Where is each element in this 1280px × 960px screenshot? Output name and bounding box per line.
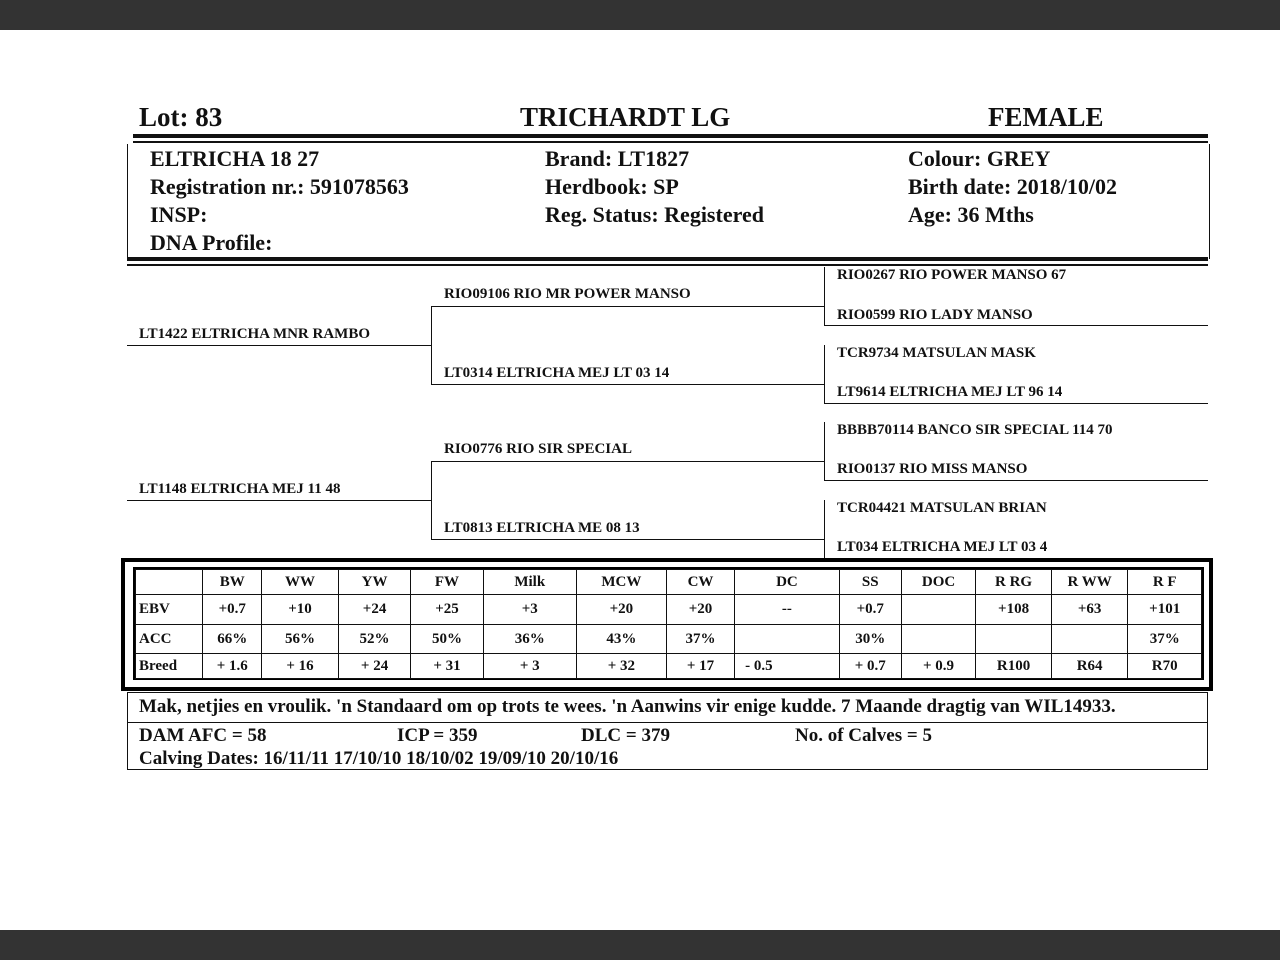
info-rule-thin bbox=[127, 264, 1208, 266]
pedigree-dam-sire: RIO0776 RIO SIR SPECIAL bbox=[444, 441, 632, 457]
ebv-cell: + 17 bbox=[666, 654, 734, 679]
ebv-cell: +101 bbox=[1128, 595, 1202, 625]
ebv-cell: 52% bbox=[338, 625, 410, 654]
colour: Colour: GREY bbox=[908, 146, 1051, 171]
pedigree-line bbox=[824, 325, 1208, 326]
ebv-header-cell: BW bbox=[203, 570, 262, 595]
ebv-cell: +108 bbox=[976, 595, 1052, 625]
ebv-cell: +0.7 bbox=[203, 595, 262, 625]
ebv-cell: +3 bbox=[483, 595, 576, 625]
ebv-cell bbox=[735, 625, 840, 654]
header-rule-thin bbox=[133, 141, 1208, 143]
ebv-table bbox=[135, 569, 1202, 679]
ebv-cell: 43% bbox=[576, 625, 666, 654]
ebv-cell: + 16 bbox=[262, 654, 339, 679]
pedigree-sdd: LT9614 ELTRICHA MEJ LT 96 14 bbox=[837, 384, 1063, 400]
ebv-cell: 37% bbox=[1128, 625, 1202, 654]
pedigree-sss: RIO0267 RIO POWER MANSO 67 bbox=[837, 267, 1067, 283]
ebv-cell: + 0.9 bbox=[901, 654, 976, 679]
dam-afc: DAM AFC = 58 bbox=[139, 725, 267, 746]
breeder-name: TRICHARDT LG bbox=[520, 102, 731, 132]
ebv-header-cell: DOC bbox=[901, 570, 976, 595]
ebv-cell: 30% bbox=[839, 625, 901, 654]
ebv-row-acc bbox=[136, 625, 1202, 654]
registration-number: Registration nr.: 591078563 bbox=[150, 174, 409, 199]
ebv-header-cell: R WW bbox=[1051, 570, 1128, 595]
ebv-header-cell bbox=[136, 570, 203, 595]
notes-separator bbox=[127, 722, 1208, 723]
ebv-cell: R64 bbox=[1051, 654, 1128, 679]
ebv-cell: +20 bbox=[576, 595, 666, 625]
pedigree-bracket bbox=[431, 461, 432, 539]
ebv-header-cell: YW bbox=[338, 570, 410, 595]
pedigree-dam: LT1148 ELTRICHA MEJ 11 48 bbox=[139, 481, 341, 497]
lot-number: Lot: 83 bbox=[139, 102, 223, 132]
ebv-row-label: EBV bbox=[136, 595, 203, 625]
pedigree-bracket bbox=[824, 267, 825, 325]
ebv-header-cell: WW bbox=[262, 570, 339, 595]
ebv-header-cell: Milk bbox=[483, 570, 576, 595]
ebv-cell bbox=[976, 625, 1052, 654]
ebv-cell bbox=[1051, 625, 1128, 654]
ebv-row-label: ACC bbox=[136, 625, 203, 654]
pedigree-bracket bbox=[824, 345, 825, 403]
info-rule-thick bbox=[127, 257, 1208, 261]
pedigree-bracket bbox=[431, 306, 432, 384]
pedigree-sire: LT1422 ELTRICHA MNR RAMBO bbox=[139, 326, 371, 342]
pedigree-line bbox=[431, 306, 825, 307]
pedigree-line bbox=[824, 480, 1208, 481]
pedigree-sire-dam: LT0314 ELTRICHA MEJ LT 03 14 bbox=[444, 365, 670, 381]
ebv-cell: +25 bbox=[411, 595, 483, 625]
pedigree-dsd: RIO0137 RIO MISS MANSO bbox=[837, 461, 1028, 477]
registration-status: Reg. Status: Registered bbox=[545, 202, 764, 227]
ebv-cell bbox=[901, 595, 976, 625]
ebv-row-breed bbox=[136, 654, 1202, 679]
ebv-cell: +63 bbox=[1051, 595, 1128, 625]
pedigree-bracket bbox=[824, 500, 825, 558]
dlc: DLC = 379 bbox=[581, 725, 670, 746]
brand: Brand: LT1827 bbox=[545, 146, 690, 171]
ebv-cell bbox=[901, 625, 976, 654]
pedigree-line bbox=[431, 539, 825, 540]
animal-sex: FEMALE bbox=[988, 102, 1104, 132]
ebv-cell: + 24 bbox=[338, 654, 410, 679]
ebv-cell: +20 bbox=[666, 595, 734, 625]
dna-profile-label: DNA Profile: bbox=[150, 230, 273, 255]
ebv-header-cell: R RG bbox=[976, 570, 1052, 595]
ebv-cell: -- bbox=[735, 595, 840, 625]
birth-date: Birth date: 2018/10/02 bbox=[908, 174, 1117, 199]
pedigree-dam-dam: LT0813 ELTRICHA ME 08 13 bbox=[444, 520, 640, 536]
header-rule-thick bbox=[133, 134, 1208, 138]
pedigree-bracket bbox=[824, 422, 825, 480]
top-bar bbox=[0, 0, 1280, 30]
ebv-cell: 37% bbox=[666, 625, 734, 654]
ebv-row-ebv bbox=[136, 595, 1202, 625]
pedigree-line bbox=[431, 384, 825, 385]
pedigree-ssd: RIO0599 RIO LADY MANSO bbox=[837, 307, 1033, 323]
insp-label: INSP: bbox=[150, 202, 208, 227]
herdbook: Herdbook: SP bbox=[545, 174, 679, 199]
pedigree-line bbox=[824, 403, 1208, 404]
icp: ICP = 359 bbox=[397, 725, 478, 746]
animal-name: ELTRICHA 18 27 bbox=[150, 146, 320, 171]
bottom-bar bbox=[0, 930, 1280, 960]
ebv-header-cell: FW bbox=[411, 570, 483, 595]
ebv-cell: 66% bbox=[203, 625, 262, 654]
pedigree-sire-sire: RIO09106 RIO MR POWER MANSO bbox=[444, 286, 691, 302]
pedigree-dds: TCR04421 MATSULAN BRIAN bbox=[837, 500, 1047, 516]
ebv-header-row bbox=[136, 570, 1202, 595]
ebv-header-cell: DC bbox=[735, 570, 840, 595]
pedigree-ddd: LT034 ELTRICHA MEJ LT 03 4 bbox=[837, 539, 1048, 555]
pedigree-dss: BBBB70114 BANCO SIR SPECIAL 114 70 bbox=[837, 422, 1113, 438]
pedigree-sds: TCR9734 MATSULAN MASK bbox=[837, 345, 1036, 361]
ebv-cell: + 31 bbox=[411, 654, 483, 679]
ebv-header-cell: SS bbox=[839, 570, 901, 595]
ebv-header-cell: R F bbox=[1128, 570, 1202, 595]
ebv-cell: R70 bbox=[1128, 654, 1202, 679]
ebv-cell: + 0.7 bbox=[839, 654, 901, 679]
pedigree-line bbox=[127, 500, 432, 501]
ebv-cell: 36% bbox=[483, 625, 576, 654]
ebv-cell: +10 bbox=[262, 595, 339, 625]
pedigree-line bbox=[127, 345, 432, 346]
pedigree-line bbox=[431, 461, 825, 462]
ebv-header-cell: MCW bbox=[576, 570, 666, 595]
ebv-cell: R100 bbox=[976, 654, 1052, 679]
ebv-cell: +0.7 bbox=[839, 595, 901, 625]
ebv-cell: 56% bbox=[262, 625, 339, 654]
ebv-row-label: Breed bbox=[136, 654, 203, 679]
ebv-cell: + 32 bbox=[576, 654, 666, 679]
number-of-calves: No. of Calves = 5 bbox=[795, 725, 932, 746]
ebv-cell: 50% bbox=[411, 625, 483, 654]
comment: Mak, netjies en vroulik. 'n Standaard om op trots te wees. 'n Aanwins vir enige kudde. 7 Maande dragtig van WIL14933. bbox=[139, 696, 1116, 717]
calving-dates: Calving Dates: 16/11/11 17/10/10 18/10/02 19/09/10 20/10/16 bbox=[139, 748, 619, 769]
ebv-cell: + 1.6 bbox=[203, 654, 262, 679]
ebv-cell: - 0.5 bbox=[735, 654, 840, 679]
ebv-cell: + 3 bbox=[483, 654, 576, 679]
ebv-header-cell: CW bbox=[666, 570, 734, 595]
ebv-cell: +24 bbox=[338, 595, 410, 625]
age: Age: 36 Mths bbox=[908, 202, 1034, 227]
